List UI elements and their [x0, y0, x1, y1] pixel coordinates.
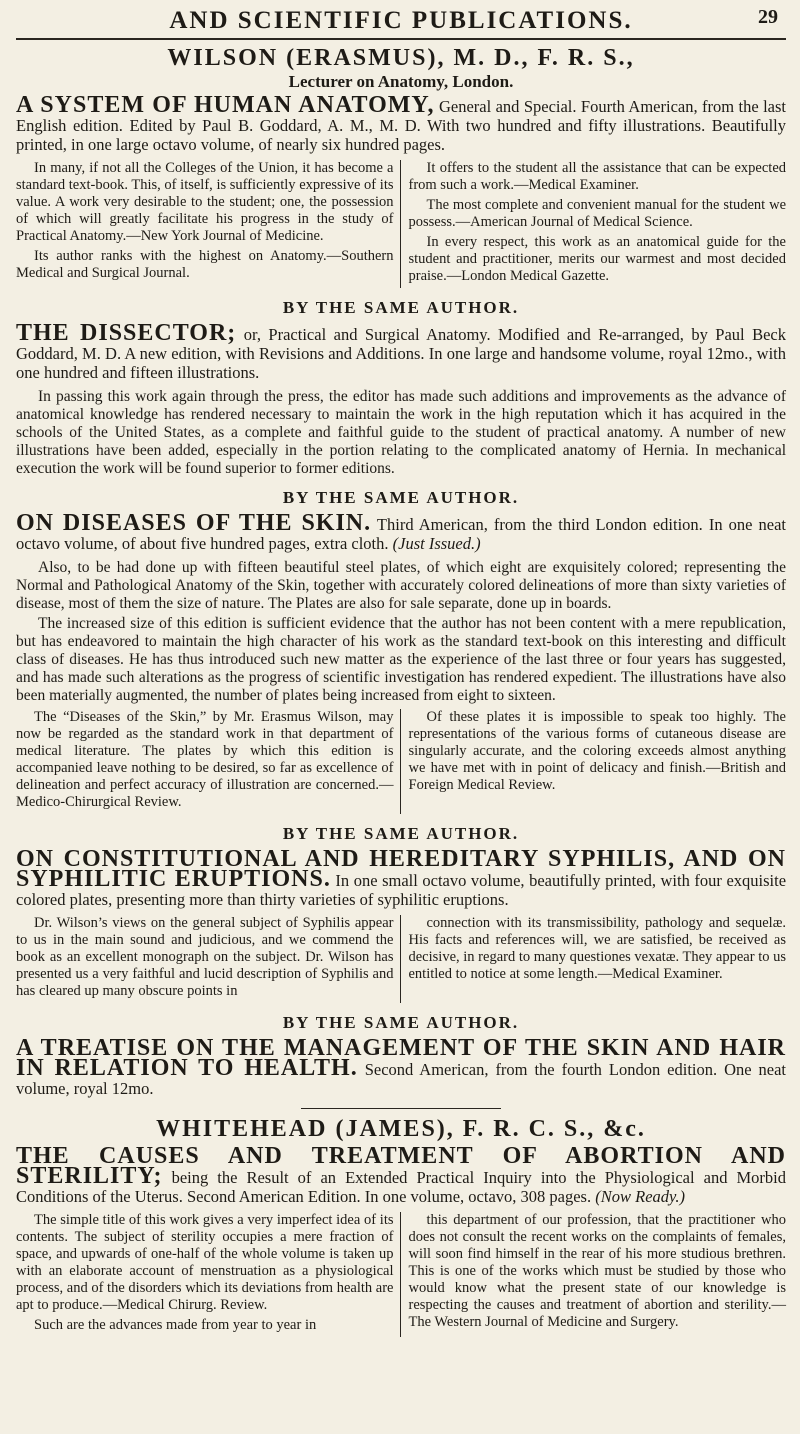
- book-description: or, Practical and Surgical Anatomy. Modified and Re-arranged, by Paul Beck Goddard, M. D. A new edition, with Revisions and Additions. In one large and handsome volume, royal 12mo., with one hundred and fifteen illustrations.: [16, 325, 786, 382]
- book-entry-skin: [16, 510, 787, 553]
- section-label: BY THE SAME AUTHOR.: [282, 298, 520, 317]
- review: this department of our profession, that the practitioner who does not consult the recent works on the complaints of females, will soon find himself in the rear of his more studious brethren. This is one of the works which must be studied by those who would know what the present state of our knowledge is respecting the causes and treatment of abortion and sterility.—The Western Journal of Medicine and Surgery.: [408, 1212, 786, 1330]
- book-entry-abortion: [16, 1143, 786, 1206]
- issue-status: (Now Ready.): [595, 1187, 686, 1206]
- review: The most complete and convenient manual for the student we possess.—American Journal of Medical Science.: [408, 197, 786, 230]
- book-entry-dissector: [16, 320, 786, 382]
- review-columns: [16, 709, 786, 814]
- review-column-left: [16, 709, 401, 814]
- book-paragraph: The increased size of this edition is sufficient evidence that the author has not been content with a mere republication, but has endeavored to maintain the high character of his work as the standard text-book on this interesting and difficult class of diseases. He has thus introduced such new matter as the experience of the last three or four years has suggested, and has made such alterations as the progress of scientific investigation has rendered expedient. The illustrations have also been materially augmented, the number of plates being increased from eight to sixteen.: [16, 615, 786, 704]
- review-column-left: [16, 1212, 401, 1337]
- review-column-right: [409, 915, 787, 1003]
- section-divider: [301, 1108, 501, 1109]
- review-column-left: [16, 160, 401, 288]
- book-title: THE DISSECTOR;: [16, 320, 237, 346]
- issue-status: (Just Issued.): [392, 534, 481, 553]
- review: In many, if not all the Colleges of the Union, it has become a standard text-book. This, of itself, is sufficiently expressive of its value. A work very desirable to the student; one, the possession of which will greatly facilitate his progress in the study of Practical Anatomy.—New York Journal of Medicine.: [16, 160, 394, 244]
- book-entry-anatomy: [16, 92, 786, 154]
- book-description: Second American, from the fourth London edition. One neat volume, royal 12mo.: [16, 1060, 786, 1098]
- review: connection with its transmissibility, pathology and sequelæ. His facts and references will, we are satisfied, be received as decisive, in regard to many questiones vexatæ. They appear to us entitled to notice at some length.—Medical Examiner.: [408, 915, 786, 982]
- review: Dr. Wilson’s views on the general subject of Syphilis appear to us in the main sound and judicious, and we commend the book as an excellent monograph on the subject. Dr. Wilson has presented us a very faithful and lucid description of Syphilis and has cleared up many obscure points in: [16, 915, 394, 999]
- review-column-right: [409, 1212, 787, 1337]
- header-rule: [16, 38, 786, 40]
- review-columns: [16, 1212, 786, 1337]
- review: Such are the advances made from year to year in: [34, 1317, 317, 1333]
- book-description: Third American, from the third London edition. In one neat octavo volume, of about five hundred pages, extra cloth.: [16, 515, 787, 553]
- section-label: BY THE SAME AUTHOR.: [282, 824, 520, 843]
- book-description: being the Result of an Extended Practical Inquiry into the Physiological and Morbid Conditions of the Uterus. Second American Edition. In one volume, octavo, 308 pages.: [16, 1168, 786, 1206]
- book-description: General and Special. Fourth American, from the last English edition. Edited by Paul B. Goddard, A. M., M. D. With two hundred and fifty illustrations. Beautifully printed, in one large octavo volume, of nearly six hundred pages.: [16, 97, 786, 154]
- review: Of these plates it is impossible to speak too highly. The representations of the various forms of cutaneous disease are singularly accurate, and the coloring exceeds almost anything we have met with in point of delicacy and finish.—British and Foreign Medical Review.: [408, 709, 786, 793]
- book-paragraph: Also, to be had done up with fifteen beautiful steel plates, of which eight are exquisitely colored; representing the Normal and Pathological Anatomy of the Skin, together with accurately colored delineations of more than sixty varieties of disease, most of them the size of nature. The Plates are also for sale separate, done up in boards.: [16, 559, 786, 612]
- book-description: In one small octavo volume, beautifully printed, with four exquisite colored plates, presenting more than thirty varieties of syphilitic eruptions.: [16, 871, 787, 909]
- page-number: 29: [758, 6, 778, 28]
- author-heading-wilson: WILSON (ERASMUS), M. D., F. R. S.,: [167, 45, 635, 71]
- review-columns: [16, 915, 786, 1003]
- review: It offers to the student all the assistance that can be expected from such a work.—Medical Examiner.: [408, 160, 786, 193]
- review: Its author ranks with the highest on Anatomy.—Southern Medical and Surgical Journal.: [16, 248, 394, 281]
- book-title: A SYSTEM OF HUMAN ANATOMY,: [16, 92, 435, 118]
- book-entry-syphilis: [16, 846, 787, 909]
- review-column-right: [409, 160, 787, 288]
- review-columns: [16, 160, 786, 288]
- review: The “Diseases of the Skin,” by Mr. Erasmus Wilson, may now be regarded as the standard work in that department of medical literature. The plates by which this edition is accompanied leave nothing to be desired, so far as excellence of delineation and perfect accuracy of illustration are concerned.—Medico-Chirurgical Review.: [16, 709, 394, 810]
- section-label: BY THE SAME AUTHOR.: [282, 1013, 520, 1032]
- author-heading-whitehead: WHITEHEAD (JAMES), F. R. C. S., &c.: [156, 1116, 646, 1142]
- book-title: ON CONSTITUTIONAL AND HEREDITARY SYPHILIS, AND ON SYPHILITIC ERUPTIONS.: [16, 846, 786, 892]
- running-head: AND SCIENTIFIC PUBLICATIONS.: [169, 7, 633, 34]
- book-paragraph: In passing this work again through the press, the editor has made such additions and improvements as the advance of anatomical knowledge has rendered necessary to maintain the work in the high reputation which it has acquired in the schools of the United States, as a complete and faithful guide to the student of practical anatomy. A number of new illustrations have been added, especially in the portion relating to the complicated anatomy of Hernia. In mechanical execution the work will be found superior to former editions.: [16, 388, 786, 477]
- review: The simple title of this work gives a very imperfect idea of its contents. The subject of sterility occupies a mere fraction of space, and upwards of one-half of the whole volume is taken up with an elaborate account of menstruation as a physiological process, and of the disorders which its deviations from health are apt to produce.—Medical Chirurg. Review.: [16, 1212, 394, 1313]
- book-title: THE CAUSES AND TREATMENT OF ABORTION AND STERILITY;: [16, 1143, 786, 1189]
- book-entry-hair: [16, 1035, 786, 1098]
- book-title: A TREATISE ON THE MANAGEMENT OF THE SKIN AND HAIR IN RELATION TO HEALTH.: [16, 1035, 786, 1081]
- review-column-left: [16, 915, 401, 1003]
- section-label: BY THE SAME AUTHOR.: [282, 488, 520, 507]
- review: In every respect, this work as an anatomical guide for the student and practitioner, merits our warmest and most decided praise.—London Medical Gazette.: [408, 234, 786, 284]
- author-subheading: Lecturer on Anatomy, London.: [288, 72, 514, 91]
- book-title: ON DISEASES OF THE SKIN.: [16, 510, 372, 536]
- review-column-right: [409, 709, 787, 814]
